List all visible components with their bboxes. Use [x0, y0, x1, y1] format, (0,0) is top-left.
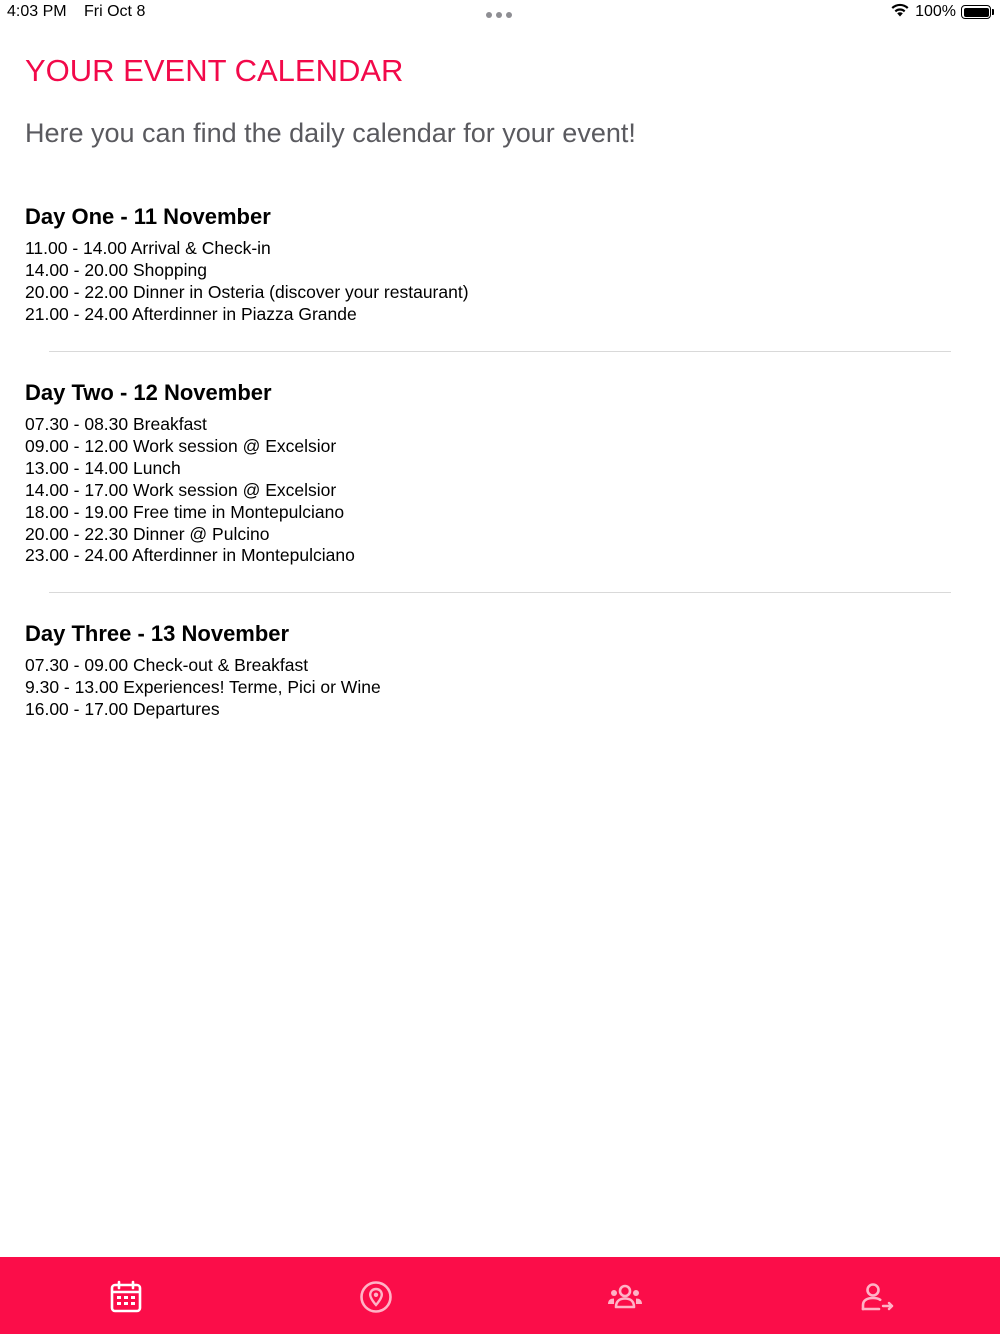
- tab-location[interactable]: [356, 1277, 396, 1317]
- schedule-item: 14.00 - 17.00 Work session @ Excelsior: [25, 479, 337, 500]
- status-bar: [0, 0, 1000, 26]
- page-subtitle: Here you can find the daily calendar for your event!: [25, 118, 636, 148]
- schedule-item: 18.00 - 19.00 Free time in Montepulciano: [25, 501, 345, 522]
- battery-icon: [961, 5, 994, 19]
- tab-bar: [0, 1257, 1000, 1334]
- day-section-two: [25, 380, 355, 567]
- tab-group[interactable]: [605, 1277, 645, 1317]
- schedule-item: 16.00 - 17.00 Departures: [25, 698, 220, 719]
- status-time: 4:03 PM: [7, 3, 67, 20]
- multitasking-dots-icon[interactable]: [486, 12, 512, 18]
- tab-logout[interactable]: [856, 1277, 896, 1317]
- day-title: Day One - 11 November: [25, 204, 271, 229]
- tab-calendar[interactable]: [106, 1277, 146, 1317]
- wifi-icon: [890, 2, 910, 22]
- schedule-list: [25, 655, 381, 721]
- day-section-one: [25, 204, 469, 326]
- schedule-item: 21.00 - 24.00 Afterdinner in Piazza Grande: [25, 303, 357, 324]
- day-title: Day Three - 13 November: [25, 621, 290, 646]
- group-icon: [606, 1280, 644, 1314]
- status-indicators: [890, 2, 994, 22]
- status-date: Fri Oct 8: [84, 3, 146, 20]
- battery-percent: 100%: [915, 3, 956, 20]
- schedule-item: 23.00 - 24.00 Afterdinner in Montepulciano: [25, 545, 355, 566]
- calendar-icon: [109, 1280, 143, 1314]
- user-logout-icon: [857, 1280, 895, 1314]
- location-pin-icon: [359, 1280, 393, 1314]
- schedule-list: [25, 238, 469, 326]
- day-title: Day Two - 12 November: [25, 380, 272, 405]
- schedule-list: [25, 414, 355, 567]
- schedule-item: 07.30 - 09.00 Check-out & Breakfast: [25, 655, 309, 675]
- schedule-item: 13.00 - 14.00 Lunch: [25, 457, 181, 478]
- day-section-three: [25, 621, 381, 721]
- section-divider: [49, 592, 951, 593]
- schedule-item: 07.30 - 08.30 Breakfast: [25, 414, 207, 434]
- page-title: YOUR EVENT CALENDAR: [25, 53, 404, 88]
- schedule-item: 9.30 - 13.00 Experiences! Terme, Pici or Wine: [25, 676, 381, 697]
- schedule-item: 11.00 - 14.00 Arrival & Check-in: [25, 238, 271, 258]
- section-divider: [49, 351, 951, 352]
- schedule-item: 09.00 - 12.00 Work session @ Excelsior: [25, 435, 337, 456]
- battery-fill: [964, 8, 989, 17]
- schedule-item: 20.00 - 22.00 Dinner in Osteria (discover your restaurant): [25, 281, 469, 302]
- schedule-item: 14.00 - 20.00 Shopping: [25, 259, 207, 280]
- schedule-item: 20.00 - 22.30 Dinner @ Pulcino: [25, 523, 270, 544]
